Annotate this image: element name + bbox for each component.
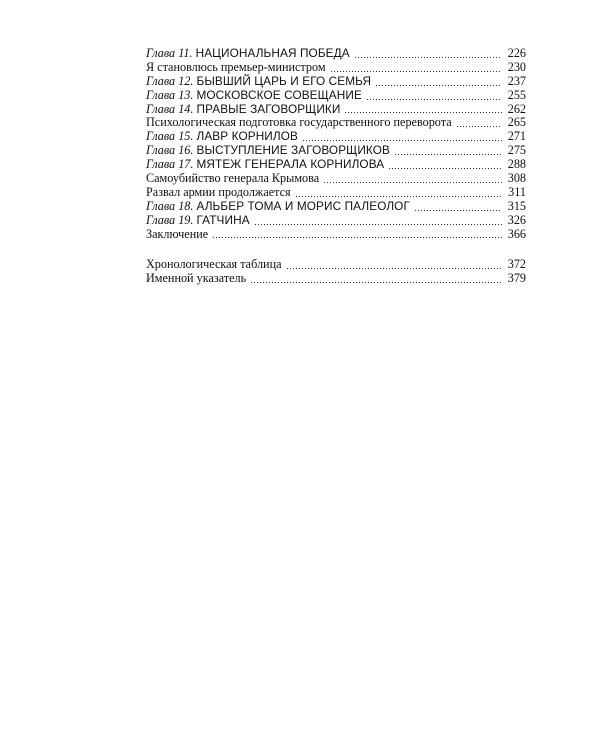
chapter-title: ПРАВЫЕ ЗАГОВОРЩИКИ xyxy=(196,101,341,116)
page-number: 275 xyxy=(507,143,526,158)
dot-leader xyxy=(414,210,502,211)
appendix-title: Хронологическая таблица xyxy=(146,257,282,272)
page-number: 315 xyxy=(507,198,526,213)
toc-entry xyxy=(146,258,526,272)
page-number: 262 xyxy=(507,101,526,116)
dot-leader xyxy=(388,168,502,169)
dot-leader xyxy=(344,112,502,113)
dot-leader xyxy=(295,196,502,197)
dot-leader xyxy=(354,57,502,58)
chapter-title: ВЫСТУПЛЕНИЕ ЗАГОВОРЩИКОВ xyxy=(196,143,390,158)
page-number: 230 xyxy=(507,59,526,74)
dot-leader xyxy=(212,237,502,238)
page-number: 288 xyxy=(507,157,526,172)
dot-leader xyxy=(366,99,502,100)
toc-entry xyxy=(146,47,526,61)
section-title: Развал армии продолжается xyxy=(146,184,291,199)
page-number: 311 xyxy=(508,184,526,199)
toc-entry xyxy=(146,130,526,144)
chapter-number: Глава 17. xyxy=(146,157,194,172)
chapter-number: Глава 16. xyxy=(146,143,194,158)
toc-entry xyxy=(146,75,526,89)
page-number: 326 xyxy=(507,212,526,227)
chapter-number: Глава 19. xyxy=(146,212,194,227)
toc-entry xyxy=(146,214,526,228)
page-number: 308 xyxy=(507,171,526,186)
toc-entry xyxy=(146,272,526,286)
dot-leader xyxy=(250,282,502,283)
page-number: 366 xyxy=(507,226,526,241)
toc-entry xyxy=(146,103,526,117)
chapter-number: Глава 11. xyxy=(146,46,193,60)
chapter-number: Глава 18. xyxy=(146,198,194,213)
chapter-number: Глава 13. xyxy=(146,87,194,102)
chapter-number: Глава 14. xyxy=(146,101,194,116)
chapter-title: МОСКОВСКОЕ СОВЕЩАНИЕ xyxy=(196,87,362,102)
dot-leader xyxy=(302,140,502,141)
toc-entry xyxy=(146,172,526,186)
dot-leader xyxy=(375,85,502,86)
page-number: 265 xyxy=(507,115,526,130)
chapter-title: МЯТЕЖ ГЕНЕРАЛА КОРНИЛОВА xyxy=(196,157,385,172)
section-title: Заключение xyxy=(146,226,209,241)
toc-entry xyxy=(146,89,526,103)
dot-leader xyxy=(456,126,502,127)
section-title: Самоубийство генерала Крымова xyxy=(146,171,320,186)
chapter-title: НАЦИОНАЛЬНАЯ ПОБЕДА xyxy=(195,46,350,60)
section-title: Я становлюсь премьер-министром xyxy=(146,59,326,74)
toc-entry xyxy=(146,61,526,75)
dot-leader xyxy=(323,182,502,183)
page-number: 255 xyxy=(507,87,526,102)
chapter-title: БЫВШИЙ ЦАРЬ И ЕГО СЕМЬЯ xyxy=(196,73,372,88)
toc-entry xyxy=(146,200,526,214)
chapter-title: АЛЬБЕР ТОМА И МОРИС ПАЛЕОЛОГ xyxy=(196,198,410,213)
page-number: 379 xyxy=(507,271,526,286)
toc-entry xyxy=(146,228,526,242)
page-number: 271 xyxy=(507,129,526,144)
toc-entry xyxy=(146,116,526,130)
dot-leader xyxy=(394,154,502,155)
dot-leader xyxy=(286,268,502,269)
appendix-title: Именной указатель xyxy=(146,271,247,286)
chapter-title: ЛАВР КОРНИЛОВ xyxy=(196,129,298,144)
toc-entry xyxy=(146,186,526,200)
dot-leader xyxy=(330,71,502,72)
section-title: Психологическая подготовка государственного переворота xyxy=(146,115,452,130)
page-number: 372 xyxy=(507,257,526,272)
toc-entry xyxy=(146,158,526,172)
chapter-title: ГАТЧИНА xyxy=(196,212,250,227)
chapter-number: Глава 15. xyxy=(146,129,194,144)
dot-leader xyxy=(254,224,502,225)
table-of-contents xyxy=(146,47,526,286)
toc-entry xyxy=(146,144,526,158)
page-number: 226 xyxy=(507,46,526,60)
chapter-number: Глава 12. xyxy=(146,73,194,88)
page-number: 237 xyxy=(507,73,526,88)
